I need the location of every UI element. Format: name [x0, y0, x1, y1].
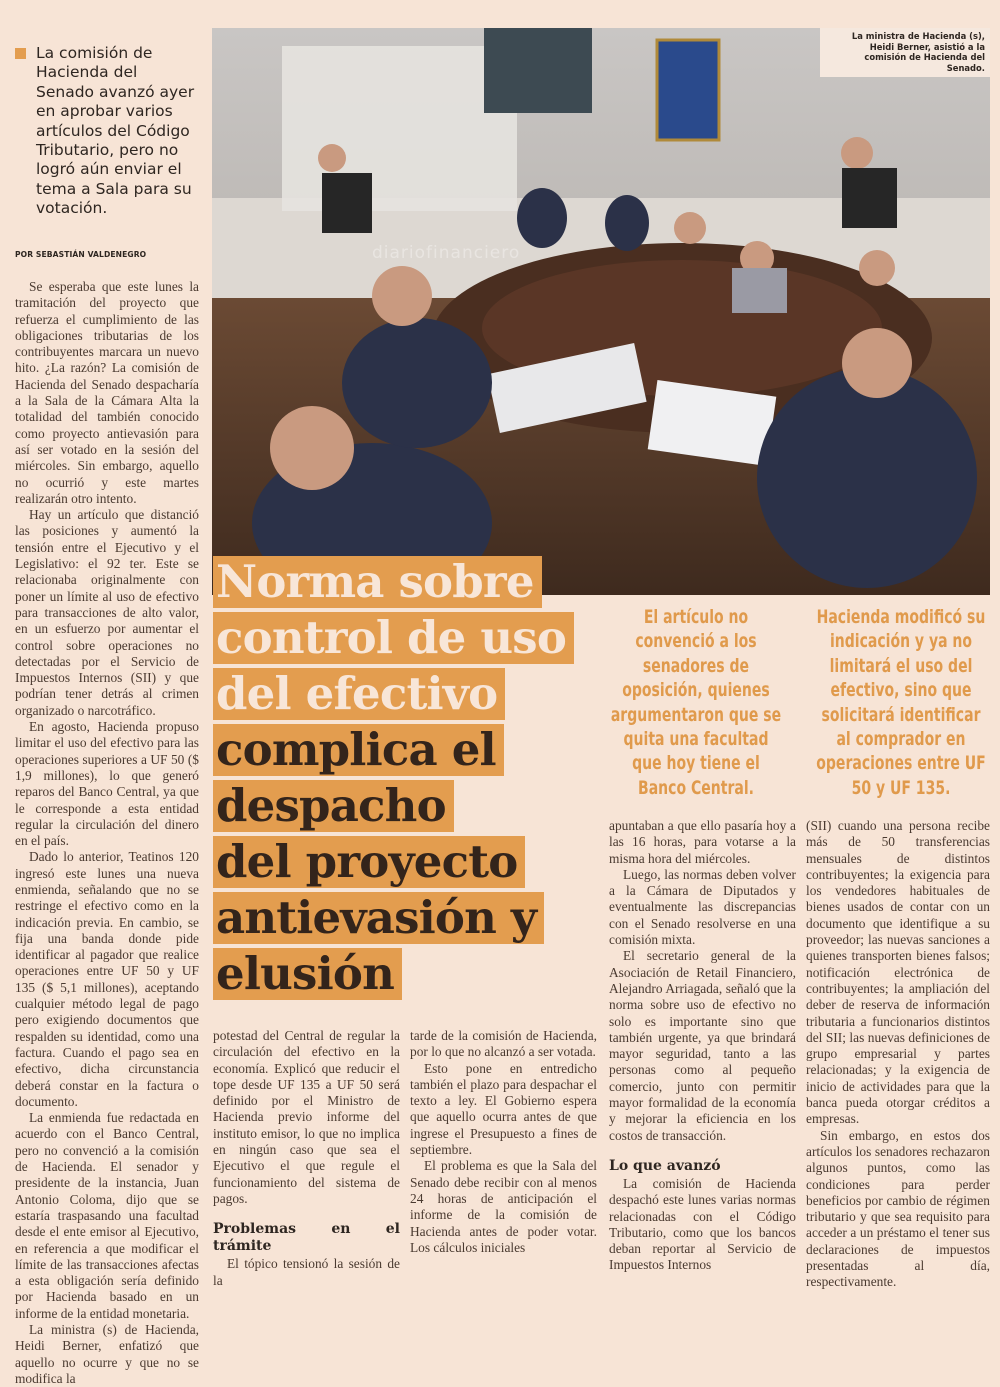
paragraph: potestad del Central de regular la circulación del efectivo en la economía. Explicó que reducir el tope desde UF 135 a UF 50 será definido por el Ministro de Hacienda previo informe del instituto emisor, lo que no implica en ningún caso que sea el Ejecutivo el que regule el funcionamiento del sistema de pagos. [213, 1028, 400, 1206]
body-column-5 [806, 818, 990, 1291]
headline-line: control de uso [213, 612, 574, 664]
paragraph: Sin embargo, en estos dos artículos los senadores rechazaron algunos puntos, como las condiciones para perder beneficios por cambio de régimen tributario y que sea requisito para acceder a un préstamo el tener sus declaraciones de impuestos presentadas al día, respectivamente. [806, 1127, 990, 1290]
paragraph: En agosto, Hacienda propuso limitar el uso del efectivo para las operaciones superiores a UF 50 ($ 1,9 millones), lo que generó reparos del Banco Central, ya que le corresponde a esta entidad regular la circulación del dinero en el país. [15, 719, 199, 849]
body-column-2 [213, 1028, 400, 1289]
bullet-square-icon [15, 48, 26, 59]
paragraph: apuntaban a que ello pasaría hoy a las 16 horas, para votarse a la misma hora del miércoles. [609, 818, 796, 866]
paragraph: El tópico tensionó la sesión de la [213, 1256, 400, 1288]
committee-session-photo [212, 28, 990, 595]
article-photo [212, 28, 990, 595]
paragraph: Esto pone en entredicho también el plazo para despachar el texto a ley. El Gobierno espera que aquello ocurra antes de que ingrese el Presupuesto a fines de septiembre. [410, 1060, 597, 1158]
paragraph: Dado lo anterior, Teatinos 120 ingresó este lunes una nueva enmienda, señalando que no se restringe el efectivo como en la indicación previa. En cambio, se fija una banda donde pide identificar al pagador que realice operaciones entre UF 50 y UF 135 ($ 5,1 millones), aceptando cualquier método legal de pago pero exigiendo documentos que respalden su identidad, como una factura. Cuando el pago sea en efectivo, dicha circunstancia deberá constar en la factura o documento. [15, 849, 199, 1109]
body-column-1 [15, 279, 199, 1387]
headline-line: despacho [213, 780, 574, 832]
headline-line: Norma sobre [213, 556, 574, 608]
paragraph: Se esperaba que este lunes la tramitación del proyecto que refuerza el cumplimiento de las obligaciones tributarias de los contribuyentes marcara un nuevo hito. ¿La razón? La comisión de Hacienda del Senado despacharía a la Sala de la Cámara Alta la totalidad del también conocido como proyecto antievasión para así ser votado en la sesión del miércoles. Sin embargo, aquello no ocurrió y este martes realizarán otro intento. [15, 279, 199, 506]
paragraph: La comisión de Hacienda despachó este lunes varias normas relacionadas con el Código Tributario, como que los bancos deban reportar al Servicio de Impuestos Internos [609, 1175, 796, 1273]
paragraph: Hay un artículo que distanció las posiciones y aumentó la tensión entre el Ejecutivo y el Legislativo: el 92 ter. Este se relacionaba originalmente con poner un límite al uso de efectivo para transacciones de alto valor, en un esfuerzo por aumentar el control sobre operaciones no detectadas por el Servicio de Impuestos Internos (SII) y que podrían tener detrás al crimen organizado o narcotráfico. [15, 507, 199, 718]
paragraph: La ministra (s) de Hacienda, Heidi Berner, enfatizó que aquello no ocurre y que no se modifica la [15, 1322, 199, 1386]
paragraph: La enmienda fue redactada en acuerdo con el Banco Central, pero no convenció a la comisión de Hacienda. El senador y presidente de la instancia, Juan Antonio Coloma, dijo que se estaría traspasando una facultad desde el ente emisor al Ejecutivo, en referencia a que modificar el límite de las transacciones afectas a esta obligación sería definido por Hacienda basado en un informe de la entidad monetaria. [15, 1110, 199, 1321]
byline: POR SEBASTIÁN VALDENEGRO [15, 250, 147, 259]
pull-quote-1: El artículo no convenció a los senadores de oposición, quienes argumentaron que se quita una facultad que hoy tiene el Banco Central. [610, 606, 782, 799]
article-lede [15, 44, 200, 219]
body-column-3 [410, 1028, 597, 1256]
photo-watermark: diariofinanciero [372, 243, 521, 263]
headline-line: antievasión y [213, 892, 574, 944]
subheading: Problemas en el trámite [213, 1221, 400, 1255]
headline-line: del efectivo [213, 668, 574, 720]
pull-quote-2: Hacienda modificó su indicación y ya no limitará el uso del efectivo, sino que solicitará identificar al comprador en operaciones entre UF 50 y UF 135. [816, 606, 986, 799]
paragraph: El secretario general de la Asociación de Retail Financiero, Alejandro Arriagada, señaló que la norma sobre uso de efectivo no solo es importante sino que también urgente, ya que brindará mayor seguridad, tanto a las personas como al pequeño comercio, junto con permitir mayor formalidad de la economía y mejorar la eficiencia en los costos de transacción. [609, 948, 796, 1143]
paragraph: El problema es que la Sala del Senado debe recibir con al menos 24 horas de anticipación el informe de la comisión de Hacienda antes de poder votar. Los cálculos iniciales [410, 1158, 597, 1255]
paragraph: (SII) cuando una persona recibe más de 50 transferencias mensuales de distintos contribuyentes; la exigencia para los vendedores habituales de bienes usados de contar con un documento que identifique a su proveedor; las nuevas sanciones a quienes transporten bienes falsos; notificación electrónica de contribuyentes; la ampliación del deber de reserva de información tributaria a funcionarios distintos del SII; las nuevas definiciones de grupo empresarial y partes relacionadas; y la exigencia de inicio de actividades para que la banca pueda otorgar créditos a empresas. [806, 818, 990, 1127]
body-column-4 [609, 818, 796, 1274]
paragraph: Luego, las normas deben volver a la Cámara de Diputados y eventualmente las discrepancias con el Senado resolverse en una comisión mixta. [609, 866, 796, 948]
headline-line: complica el [213, 724, 574, 776]
subheading: Lo que avanzó [609, 1157, 721, 1174]
headline-line: elusión [213, 948, 574, 1000]
paragraph: tarde de la comisión de Hacienda, por lo que no alcanzó a ser votada. [410, 1028, 597, 1060]
headline-line: del proyecto [213, 836, 574, 888]
photo-caption: La ministra de Hacienda (s), Heidi Berner, asistió a la comisión de Hacienda del Senado. [820, 28, 990, 77]
lede-text: La comisión de Hacienda del Senado avanzó ayer en aprobar varios artículos del Código Tributario, pero no logró aún enviar el tema a Sala para su votación. [36, 44, 195, 218]
headline [213, 556, 574, 1004]
